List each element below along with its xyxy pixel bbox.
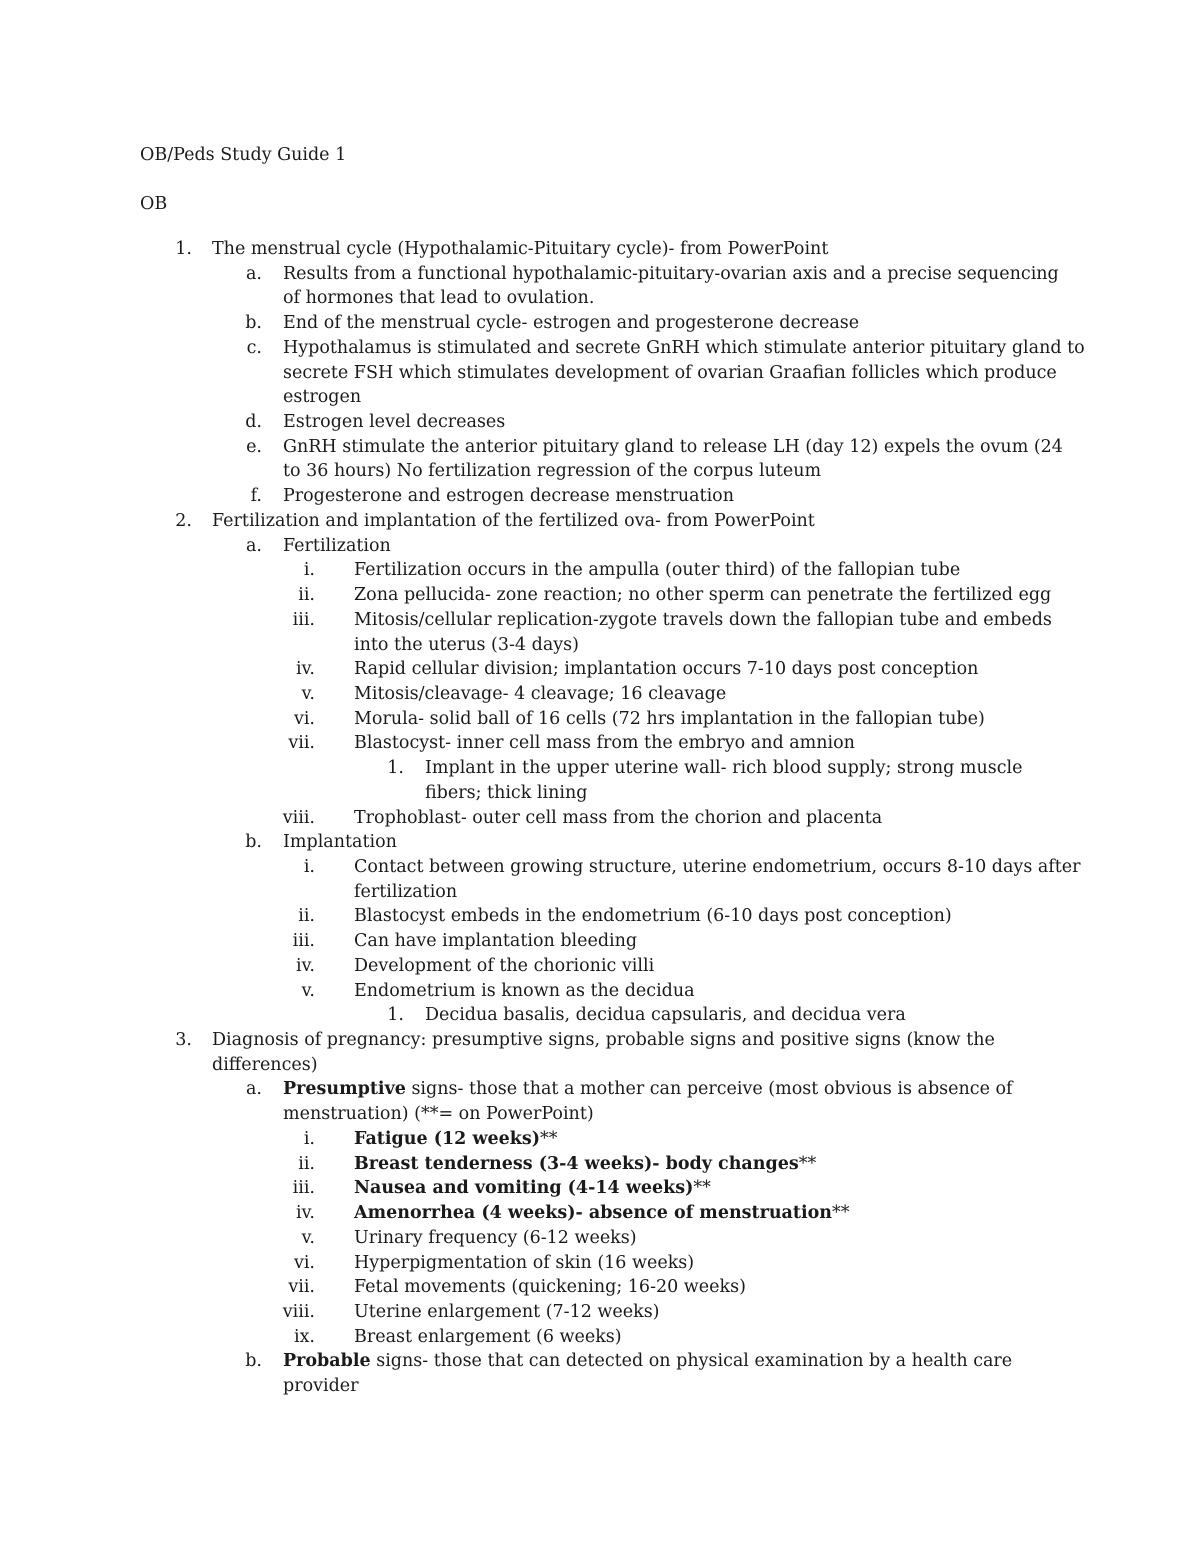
list-item-text [283, 262, 1059, 287]
list-item-text [283, 435, 1063, 460]
list-item-text [283, 1077, 1013, 1102]
list-marker: 3. [175, 1030, 192, 1051]
bold-term: Amenorrhea (4 weeks)- absence of menstruation [354, 1203, 833, 1224]
item-text: Trophoblast- outer cell mass from the chorion and placenta [354, 807, 883, 828]
item-text: Zona pellucida- zone reaction; no other sperm can penetrate the fertilized egg [354, 585, 1052, 606]
list-item-text [354, 904, 952, 929]
item-text: differences) [212, 1054, 318, 1075]
item-text: ** [832, 1203, 850, 1224]
list-marker: 1. [175, 239, 192, 259]
list-marker: v. [301, 683, 315, 704]
item-text: Endometrium is known as the decidua [354, 980, 695, 1001]
list-marker: iii. [292, 609, 315, 630]
list-item-text [283, 311, 859, 336]
list-marker: ii. [298, 906, 315, 927]
list-marker: b. [245, 313, 262, 334]
item-text: Hypothalamus is stimulated and secrete GnRH which stimulate anterior pituitary gland to [283, 337, 1085, 358]
item-text: Fertilization occurs in the ampulla (outer third) of the fallopian tube [354, 560, 961, 581]
bold-term: Presumptive [283, 1079, 406, 1100]
item-text: Contact between growing structure, uterine endometrium, occurs 8-10 days after [354, 857, 1081, 877]
list-marker: v. [301, 980, 315, 1001]
list-marker: a. [246, 263, 262, 284]
item-text: Fertilization and implantation of the fertilized ova- from PowerPoint [212, 510, 815, 531]
list-item-text [354, 1226, 637, 1251]
list-item-text [283, 410, 505, 435]
list-marker: i. [303, 1128, 315, 1149]
item-text: Decidua basalis, decidua capsularis, and decidua vera [425, 1005, 906, 1026]
list-item-text [283, 336, 1085, 361]
list-item-text [354, 954, 654, 979]
list-marker: iii. [292, 931, 315, 952]
list-marker: vi. [293, 708, 315, 729]
list-marker: ii. [298, 1153, 315, 1174]
item-text: Progesterone and estrogen decrease menstruation [283, 486, 734, 507]
list-marker: a. [246, 535, 262, 556]
bold-term: Nausea and vomiting (4-14 weeks) [354, 1178, 694, 1199]
list-marker: iv. [296, 1203, 315, 1224]
item-text: Breast enlargement (6 weeks) [354, 1326, 622, 1347]
list-marker: 1. [387, 1005, 404, 1026]
list-marker: d. [245, 412, 262, 433]
list-item-text [354, 558, 960, 583]
list-item-text [354, 806, 882, 831]
item-text: Estrogen level decreases [283, 412, 506, 433]
list-marker: c. [246, 337, 262, 358]
list-item-text [354, 1251, 694, 1276]
item-text: fibers; thick lining [425, 782, 588, 803]
item-text: ** [693, 1178, 711, 1199]
item-text: signs- those that a mother can perceive (most obvious is absence of [405, 1079, 1013, 1100]
bold-term: Breast tenderness (3-4 weeks)- body changes [354, 1153, 799, 1174]
list-item-text [354, 731, 855, 756]
list-marker: ix. [293, 1326, 315, 1347]
list-item-continuation [425, 781, 587, 806]
item-text: Morula- solid ball of 16 cells (72 hrs implantation in the fallopian tube) [354, 708, 985, 729]
item-text: ** [798, 1153, 817, 1174]
list-item-text [212, 1028, 995, 1053]
item-text: Mitosis/cleavage- 4 cleavage; 16 cleavage [354, 683, 727, 704]
item-text: fertilization [354, 881, 458, 902]
item-text: Blastocyst embeds in the endometrium (6-10 days post conception) [354, 906, 952, 927]
document-title: OB/Peds Study Guide 1 [140, 145, 347, 165]
list-marker: a. [246, 1079, 262, 1100]
list-item-continuation [283, 385, 361, 410]
list-item-text [354, 682, 726, 707]
item-text: into the uterus (3-4 days) [354, 634, 579, 655]
list-item-continuation [283, 1102, 594, 1127]
list-marker: e. [246, 436, 262, 457]
list-item-text [425, 756, 1023, 781]
item-text: Uterine enlargement (7-12 weeks) [354, 1301, 660, 1322]
list-item-text [212, 237, 828, 262]
item-text: to 36 hours) No fertilization regression of the corpus luteum [283, 461, 822, 482]
item-text: The menstrual cycle (Hypothalamic-Pituitary cycle)- from PowerPoint [212, 239, 829, 259]
list-item-text [354, 1325, 622, 1350]
list-marker: iv. [296, 659, 315, 680]
list-item-continuation [354, 633, 579, 658]
list-item-text [354, 979, 695, 1004]
item-text: ** [540, 1128, 558, 1149]
list-marker: b. [245, 832, 262, 853]
list-marker: vii. [288, 1277, 315, 1298]
list-marker: vi. [293, 1252, 315, 1273]
list-marker: v. [301, 1227, 315, 1248]
item-text: signs- those that can detected on physical examination by a health care [370, 1351, 1013, 1372]
item-text: Implantation [283, 832, 397, 853]
list-marker: ii. [298, 585, 315, 606]
list-item-text [354, 1127, 558, 1152]
list-marker: f. [250, 486, 262, 507]
item-text: Rapid cellular division; implantation occurs 7-10 days post conception [354, 659, 979, 680]
item-text: Urinary frequency (6-12 weeks) [354, 1227, 637, 1248]
list-item-text [283, 484, 734, 509]
list-item-text [283, 1349, 1012, 1374]
item-text: Can have implantation bleeding [354, 931, 638, 952]
list-item-text [354, 1152, 816, 1177]
list-item-text [354, 855, 1081, 880]
list-item-text [425, 1003, 906, 1028]
list-marker: 1. [387, 758, 404, 779]
section-heading: OB [140, 194, 168, 214]
list-item-continuation [283, 361, 1057, 386]
list-marker: b. [245, 1351, 262, 1372]
item-text: Fertilization [283, 535, 391, 556]
item-text: Implant in the upper uterine wall- rich blood supply; strong muscle [425, 758, 1023, 779]
list-marker: 2. [175, 510, 192, 531]
list-marker: iv. [296, 955, 315, 976]
list-item-continuation [283, 459, 821, 484]
item-text: Results from a functional hypothalamic-pituitary-ovarian axis and a precise sequencing [283, 263, 1059, 284]
list-marker: i. [303, 857, 315, 877]
list-marker: viii. [282, 807, 315, 828]
list-marker: i. [303, 560, 315, 581]
item-text: Mitosis/cellular replication-zygote travels down the fallopian tube and embeds [354, 609, 1052, 630]
bold-term: Probable [283, 1351, 371, 1372]
item-text: estrogen [283, 387, 362, 408]
bold-term: Fatigue (12 weeks) [354, 1128, 541, 1149]
list-item-text [354, 1201, 850, 1226]
list-item-continuation [283, 286, 594, 311]
item-text: menstruation) (**= on PowerPoint) [283, 1104, 594, 1125]
list-item-continuation [354, 880, 457, 905]
item-text: End of the menstrual cycle- estrogen and progesterone decrease [283, 313, 860, 334]
list-item-text [354, 608, 1052, 633]
item-text: secrete FSH which stimulates development of ovarian Graafian follicles which produce [283, 362, 1057, 383]
item-text: provider [283, 1376, 359, 1397]
list-item-continuation [212, 1053, 318, 1078]
list-item-text [283, 534, 391, 559]
item-text: of hormones that lead to ovulation. [283, 288, 595, 309]
list-item-text [354, 707, 985, 732]
list-item-continuation [283, 1374, 359, 1399]
item-text: GnRH stimulate the anterior pituitary gland to release LH (day 12) expels the ovum (24 [283, 436, 1063, 457]
list-item-text [354, 583, 1051, 608]
list-item-text [354, 1176, 711, 1201]
list-item-text [212, 509, 815, 534]
list-marker: viii. [282, 1301, 315, 1322]
list-item-text [354, 1275, 746, 1300]
item-text: Hyperpigmentation of skin (16 weeks) [354, 1252, 695, 1273]
list-marker: vii. [288, 733, 315, 754]
list-marker: iii. [292, 1178, 315, 1199]
list-item-text [354, 929, 637, 954]
list-item-text [354, 1300, 660, 1325]
list-item-text [354, 657, 978, 682]
item-text: Fetal movements (quickening; 16-20 weeks) [354, 1277, 746, 1298]
item-text: Diagnosis of pregnancy: presumptive signs, probable signs and positive signs (know the [212, 1030, 995, 1051]
list-item-text [283, 830, 397, 855]
item-text: Development of the chorionic villi [354, 955, 655, 976]
item-text: Blastocyst- inner cell mass from the embryo and amnion [354, 733, 855, 754]
